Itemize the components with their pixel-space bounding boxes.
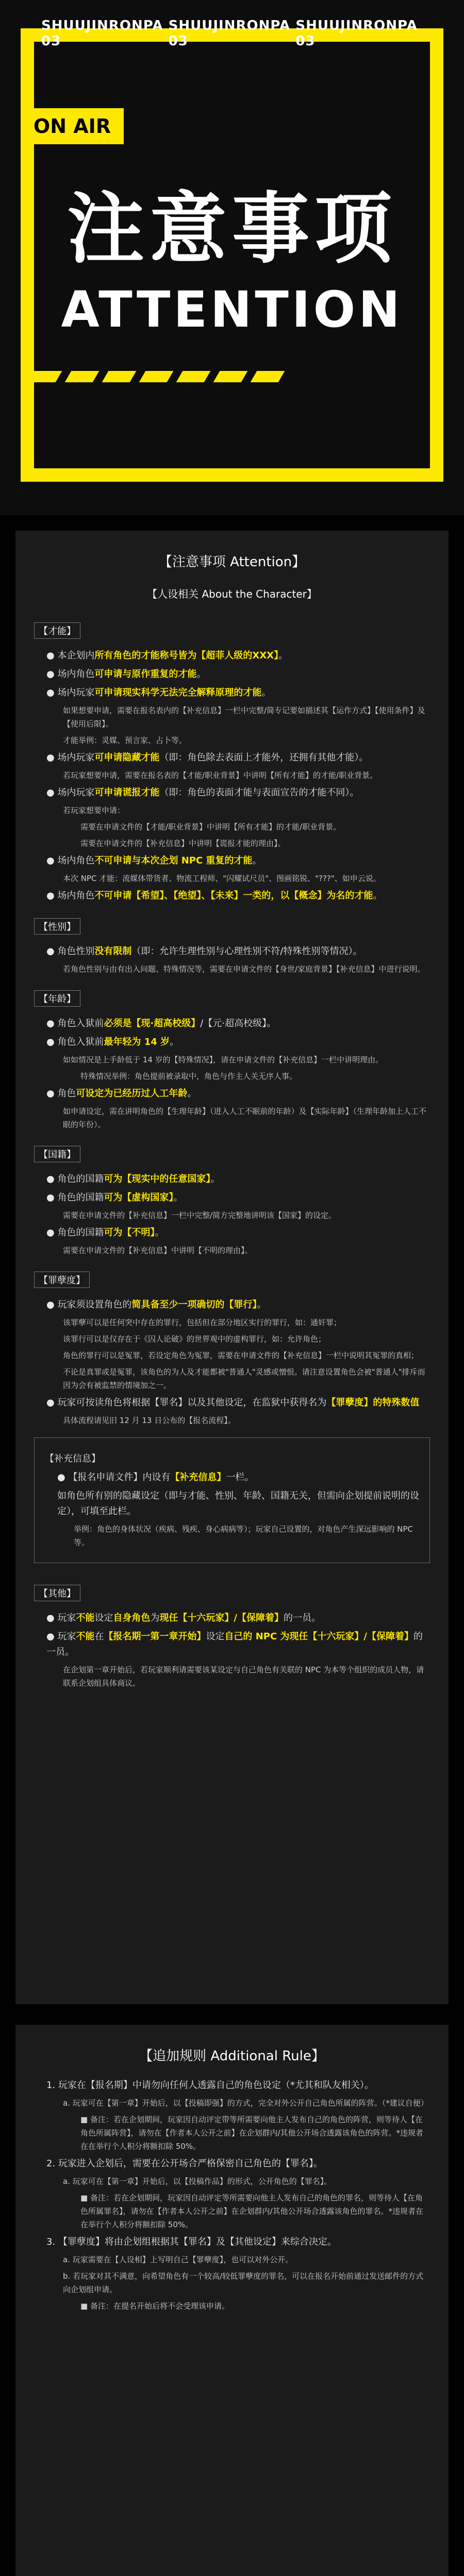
- list-item: ● 角色的国籍可为【不明】。: [46, 1227, 164, 1238]
- list-subitem: 需要在申请文件的【才能/职业背景】中讲明【所有才能】的才能/职业背景。: [80, 822, 341, 832]
- additional-rule-header: 【追加规则 Additional Rule】: [139, 2048, 325, 2064]
- character-panel: [15, 531, 449, 2004]
- list-subitem: 如果想要申请，需要在报名表内的【补充信息】一栏中完整/简专记要如描述其【运作方式】【使用条件】及【使用后限】。: [63, 706, 425, 728]
- page-title: 注意事项: [67, 184, 397, 274]
- extra-info-box: [34, 1437, 430, 1563]
- list-subitem: 具体流程请见旧 12 月 13 日公布的【报名流程】。: [63, 1416, 236, 1425]
- list-subitem: 若玩家想要申请，需要在报名表的【才能/职业背景】中讲明【所有才能】的才能/职业背景。: [63, 771, 378, 780]
- hero-banner: [0, 0, 464, 515]
- list-subitem: ■ 备注：在提名开始后将不会受理该申请。: [80, 2301, 229, 2311]
- list-item: ● 角色入狱前最年轻为 14 岁。: [46, 1037, 179, 1047]
- list-subitem: 角色的罪行可以是冤罪，若设定角色为冤罪，需要在申请文件的【补充信息】一栏中说明其冤罪的真相；: [63, 1351, 419, 1360]
- attention-header: 【注意事项 Attention】: [158, 554, 306, 570]
- extra-info-title: 【补充信息】: [45, 1453, 101, 1464]
- additional-rule-panel: [15, 2025, 449, 2576]
- character-header: 【人设相关 About the Character】: [147, 588, 317, 600]
- list-item: ● 场内玩家可申请谎报才能（即：角色的表面才能与表面宣告的才能不同）。: [46, 787, 359, 798]
- list-item: ● 【报名申请文件】内设有【补充信息】一栏。: [57, 1472, 254, 1483]
- list-subitem: a. 玩家可在【第一章】开始后，以【投稿即强】的方式，完全对外公开自己角色所属的阵营。（*建议自便）: [63, 2098, 428, 2108]
- list-subitem: 需要在申请文件的【补充信息】中讲明【谎报才能的理由】。: [80, 839, 286, 848]
- page-subtitle: ATTENTION: [61, 281, 403, 338]
- list-item: ● 玩家不能设定自身角色为现任【十六玩家】/【保障着】的一员。: [46, 1613, 321, 1623]
- list-item: ● 角色入狱前必须是【现·超高校级】/【元·超高校级】。: [46, 1018, 276, 1029]
- list-subitem: a. 玩家可在【第一章】开始后，以【投稿作品】的形式，公开角色的【罪名】。: [63, 2177, 332, 2186]
- list-item: 1. 玩家在【报名期】中请勿向任何人透露自己的角色设定（*尤其和队友相关）。: [46, 2080, 374, 2091]
- list-subitem: 如如情况是上手龄低于 14 岁的【特殊情况】，请在申请文件的【补充信息】一栏中讲明理由。: [63, 1055, 384, 1064]
- list-subitem: 才能举例：灵媒、预言家、占卜等。: [63, 736, 187, 745]
- gender-tag: 【性别】: [34, 918, 80, 935]
- list-item: ● 角色的国籍可为【虚构国家】。: [46, 1192, 183, 1203]
- list-item: ● 角色可设定为已经历过人工年龄。: [46, 1088, 197, 1099]
- list-item: 2. 玩家进入企划后，需要在公开场合严格保密自己角色的【罪名】。: [46, 2158, 323, 2169]
- list-subitem: 本次 NPC 才能：流媒体带货者、物流工程师、"闪耀试尺员"、图画铭锐、"???"、如申云说。: [63, 874, 381, 883]
- talent-tag: 【才能】: [34, 622, 80, 639]
- list-item: ● 场内玩家可申请隐藏才能（即：角色除去表面上才能外，还拥有其他才能）。: [46, 752, 369, 763]
- list-item: ● 场内玩家可申请现实科学无法完全解释原理的才能。: [46, 687, 271, 698]
- list-subitem: 如申请设定，需在讲明角色的【生理年龄】（进入人工不眠前的年龄）及【实际年龄】（生理年龄加上人工不眠的年份）。: [63, 1107, 427, 1129]
- list-item: ● 角色的国籍可为【现实中的任意国家】。: [46, 1174, 220, 1184]
- list-item: ● 角色性别没有限制（即：允许生理性别与心理性别不符/特殊性别等情况）。: [46, 946, 362, 957]
- list-subitem: 若角色性别与由有出入问题、特殊情况等，需要在申请文件的【身世/家庭背景】【补充信息】中进行说明。: [63, 964, 425, 974]
- decorative-stripes: [31, 371, 309, 402]
- list-item: ● 场内角色不可申请与本次企划 NPC 重复的才能。: [46, 855, 262, 866]
- list-subitem: 该罪行可以是仅存在于《囚人论破》的世界观中的虚构罪行，如：允许角色；: [63, 1334, 326, 1344]
- crime-tag: 【罪孽度】: [34, 1272, 90, 1288]
- ticker-bar: [21, 18, 443, 49]
- age-tag: 【年龄】: [34, 990, 80, 1007]
- list-subitem: b. 若玩家对其不满意，向希望角色有一个较高/较低罪孽度的罪名，可以在报名开始前通过发送邮件的方式向企划组申请。: [63, 2272, 424, 2294]
- list-item: ● 本企划内所有角色的才能称号皆为【超菲人级的XXX】。: [46, 650, 288, 661]
- list-item: ● 玩家可按读角色将根据【罪名】以及其他设定，在监狱中获得名为【罪孽度】的特殊数值: [46, 1397, 420, 1408]
- on-air-badge: ON AIR: [21, 108, 124, 144]
- list-item: ● 场内角色不可申请【希望】、【绝望】、【未来】一类的，以【概念】为名的才能。: [46, 890, 383, 901]
- ticker-text: SHUUJINRONPA 03: [41, 18, 163, 49]
- list-subitem: ■ 备注：若在企划期间，玩家因自动评定带等所需要向他主人发布自己的角色的阵营，则等待人【在角色所属阵营】，请勿在【作者本人公开之前】在企划群内/其他公开场合透露该角色的阵营。*违规者在在举行个人积分将额扣除 50%。: [80, 2115, 424, 2151]
- ticker-text: SHUUJINRONPA 03: [168, 18, 291, 49]
- list-subitem: a. 玩家需要在【人设相】上写明自己【罪孽度】，也可以对外公开。: [63, 2255, 293, 2264]
- list-subitem: 举例：角色的身体状况（疾病、残疾、身心病病等）；玩家自己设置的，对角色产生深远影响的 NPC 等。: [74, 1524, 413, 1547]
- list-item: ● 场内角色可申请与原作重复的才能。: [46, 669, 206, 680]
- list-subitem: 在企划第一章开始后，若玩家顺利请需要该某设定与自己角色有关联的 NPC 为本等个组织的成员人物，请联系企划组具体商议。: [63, 1665, 424, 1688]
- ticker-text: SHUUJINRONPA 03: [295, 18, 418, 49]
- list-subitem: 若玩家想要申请：: [63, 806, 125, 815]
- list-item: ● 玩家须设置角色的简具备至少一项确切的【罪行】。: [46, 1299, 267, 1310]
- list-subitem: 需要在申请文件的【补充信息】中讲明【不明的理由】。: [63, 1246, 253, 1255]
- list-subitem: ■ 备注：若在企划期间，玩家因自动评定等所需要向他主人发布自己的角色的罪名，则等待人【在角色所属罪名】，请勿在【作者本人公开之前】在企划群内/其他公开场合透露该角色的罪名。*违规者在在举行个人积分将额扣除 50%。: [80, 2193, 424, 2229]
- list-subitem: 该罪孽可以是任何突中存在的罪行，包括但在部分地区实行的罪行，如：通奸罪；: [63, 1318, 342, 1327]
- other-tag: 【其他】: [34, 1585, 80, 1601]
- list-item: ● 玩家不能在【报名期一第一章开始】设定自己的 NPC 为现任【十六玩家】/【保障着】的一员。: [46, 1631, 423, 1657]
- list-subitem: 特殊情况举例：角色提前被录取中，角色与作主人关无序人事。: [80, 1072, 297, 1081]
- list-subitem: 需要在申请文件的【补充信息】一栏中完整/简方完整地讲明该【国家】的设定。: [63, 1211, 337, 1220]
- nation-tag: 【国籍】: [34, 1146, 80, 1162]
- list-subitem: 不论是真罪或是冤罪，该角色的为人及才能都被"普通人"灵感或憎恨。请注意设置角色会被"普通人"排斥而因为会有被监禁的情境加之一。: [63, 1367, 425, 1390]
- list-item: 3. 【罪孽度】将由企划组根据其【罪名】及【其他设定】来综合决定。: [46, 2236, 337, 2247]
- list-item: 如角色所有别的隐藏设定（即与才能、性别、年龄、国籍无关，但需向企划提前说明的设定），可填至此栏。: [57, 1490, 419, 1517]
